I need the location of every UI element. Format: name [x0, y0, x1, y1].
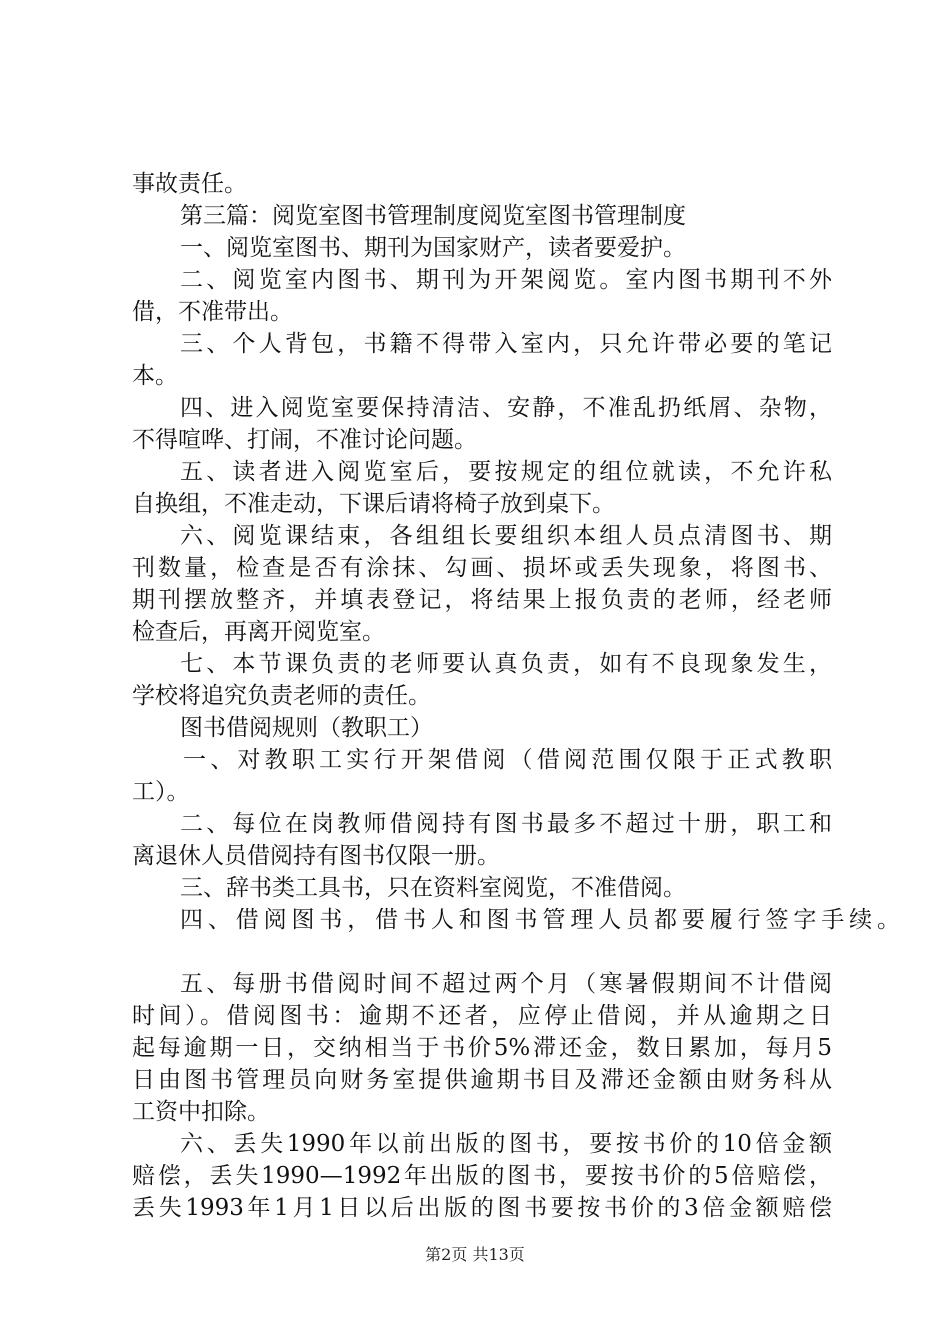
text-line: 工）。	[132, 779, 190, 805]
text-line: 离退休人员借阅持有图书仅限一册。	[132, 843, 500, 869]
rule-item-1: 一、阅览室图书、期刊为国家财产，读者要爱护。	[180, 235, 686, 261]
blank-line	[132, 936, 832, 968]
text-line: 自换组，不准走动，下课后请将椅子放到桌下。	[132, 491, 615, 517]
borrow-rule-4: 四、借阅图书，借书人和图书管理人员都要履行签字手续。	[180, 907, 900, 933]
borrow-rule-2: 二、每位在岗教师借阅持有图书最多不超过十册，职工和	[180, 811, 832, 837]
section-heading: 第三篇：阅览室图书管理制度阅览室图书管理制度	[180, 203, 686, 229]
text-line: 刊数量，检查是否有涂抹、勾画、损坏或丢失现象，将图书、	[132, 555, 832, 581]
rule-item-2: 二、阅览室内图书、期刊为开架阅览。室内图书期刊不外	[180, 267, 832, 293]
text-line: 本。	[132, 363, 178, 389]
text-line: 期刊摆放整齐，并填表登记，将结果上报负责的老师，经老师	[132, 587, 832, 613]
rule-item-5: 五、读者进入阅览室后，要按规定的组位就读，不允许私	[180, 459, 832, 485]
borrow-rule-1: 一、对教职工实行开架借阅（借阅范围仅限于正式教职	[183, 747, 832, 773]
rule-item-3: 三、个人背包，书籍不得带入室内，只允许带必要的笔记	[180, 331, 832, 357]
text-line: 学校将追究负责老师的责任。	[132, 683, 431, 709]
text-line: 事故责任。	[132, 171, 247, 197]
borrow-rule-5: 五、每册书借阅时间不超过两个月（寒暑假期间不计借阅	[180, 971, 832, 997]
text-line: 不得喧哗、打闹，不准讨论问题。	[132, 427, 477, 453]
text-line: 起每逾期一日，交纳相当于书价5%滞还金，数日累加，每月5	[132, 1035, 832, 1061]
text-line: 赔偿，丢失1990—1992年出版的图书，要按书价的5倍赔偿，	[132, 1163, 832, 1189]
text-line: 借，不准带出。	[132, 299, 293, 325]
borrow-rule-6: 六、丢失1990年以前出版的图书，要按书价的10倍金额	[180, 1131, 832, 1157]
text-line: 检查后，再离开阅览室。	[132, 619, 385, 645]
rule-item-4: 四、进入阅览室要保持清洁、安静，不准乱扔纸屑、杂物，	[180, 395, 832, 421]
text-line: 丢失1993年1月1日以后出版的图书要按书价的3倍金额赔偿	[132, 1195, 832, 1221]
document-body	[132, 168, 900, 1224]
text-line: 日由图书管理员向财务室提供逾期书目及滞还金额由财务科从	[132, 1067, 832, 1093]
text-line: 工资中扣除。	[132, 1099, 270, 1125]
rule-item-7: 七、本节课负责的老师要认真负责，如有不良现象发生，	[180, 651, 832, 677]
page-number-footer: 第2页 共13页	[425, 1245, 525, 1264]
text-line: 时间）。借阅图书：逾期不还者，应停止借阅，并从逾期之日	[132, 1003, 832, 1029]
rule-item-6: 六、阅览课结束，各组组长要组织本组人员点清图书、期	[180, 523, 832, 549]
borrow-rule-3: 三、辞书类工具书，只在资料室阅览，不准借阅。	[180, 875, 686, 901]
section-heading: 图书借阅规则（教职工）	[180, 715, 433, 741]
